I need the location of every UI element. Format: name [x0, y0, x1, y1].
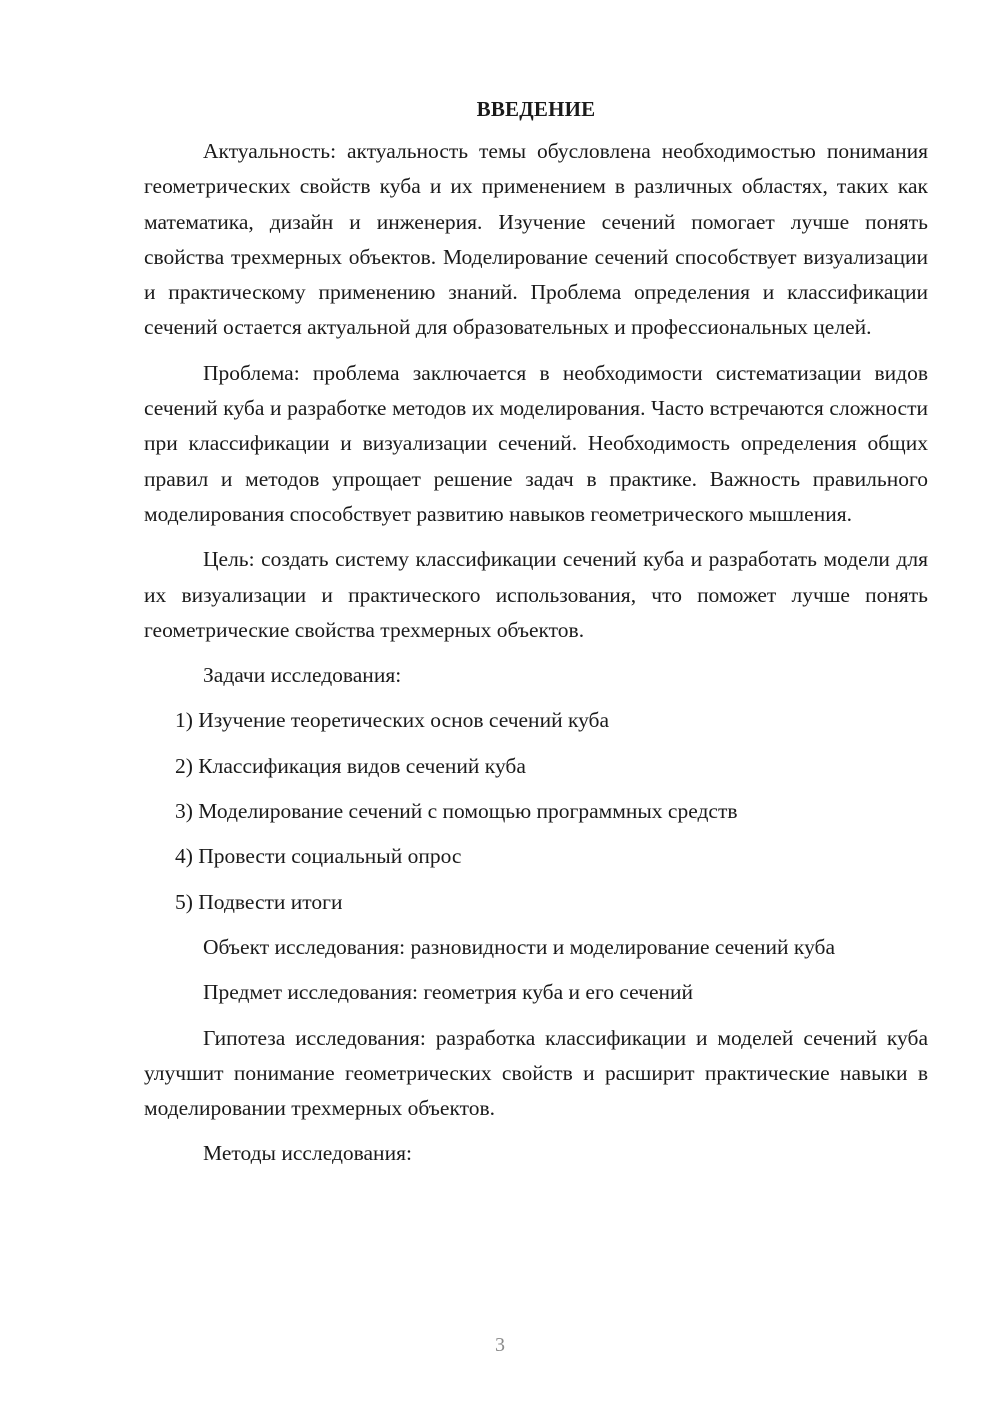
relevance-paragraph: Актуальность: актуальность темы обусловлена необходимостью понимания геометрических свойств куба и их применением в различных областях, таких как математика, дизайн и инженерия. Изучение сечений помогает лучше понять свойства трехмерных объектов. Моделирование сечений способствует визуализации и практическому применению знаний. Проблема определения и классификации сечений остается актуальной для образовательных и профессиональных целей. — [144, 139, 928, 340]
list-item: 3) Моделирование сечений с помощью программных средств — [175, 799, 738, 824]
list-item: 1) Изучение теоретических основ сечений куба — [175, 708, 610, 733]
page-content — [144, 92, 928, 1182]
problem-paragraph: Проблема: проблема заключается в необходимости систематизации видов сечений куба и разработке методов их моделирования. Часто встречаются сложности при классификации и визуализации сечений. Необходимость определения общих правил и методов упрощает решение задач в практике. Важность правильного моделирования способствует развитию навыков геометрического мышления. — [144, 360, 928, 526]
hypothesis-paragraph: Гипотеза исследования: разработка классификации и моделей сечений куба улучшит понимание геометрических свойств и расширит практические навыки в моделировании трехмерных объектов. — [144, 1025, 928, 1121]
tasks-heading: Задачи исследования: — [203, 663, 402, 688]
list-item: 2) Классификация видов сечений куба — [175, 753, 526, 778]
tasks-list — [144, 703, 928, 919]
page-number: 3 — [495, 1334, 505, 1356]
methods-heading: Методы исследования: — [203, 1141, 412, 1166]
object-paragraph: Объект исследования: разновидности и моделирование сечений куба — [203, 934, 836, 959]
list-item: 5) Подвести итоги — [175, 889, 343, 914]
subject-paragraph: Предмет исследования: геометрия куба и его сечений — [203, 980, 694, 1005]
goal-paragraph: Цель: создать систему классификации сечений куба и разработать модели для их визуализации и практического использования, что поможет лучше понять геометрические свойства трехмерных объектов. — [144, 547, 928, 642]
page-title: ВВЕДЕНИЕ — [476, 97, 596, 121]
list-item: 4) Провести социальный опрос — [175, 844, 462, 869]
